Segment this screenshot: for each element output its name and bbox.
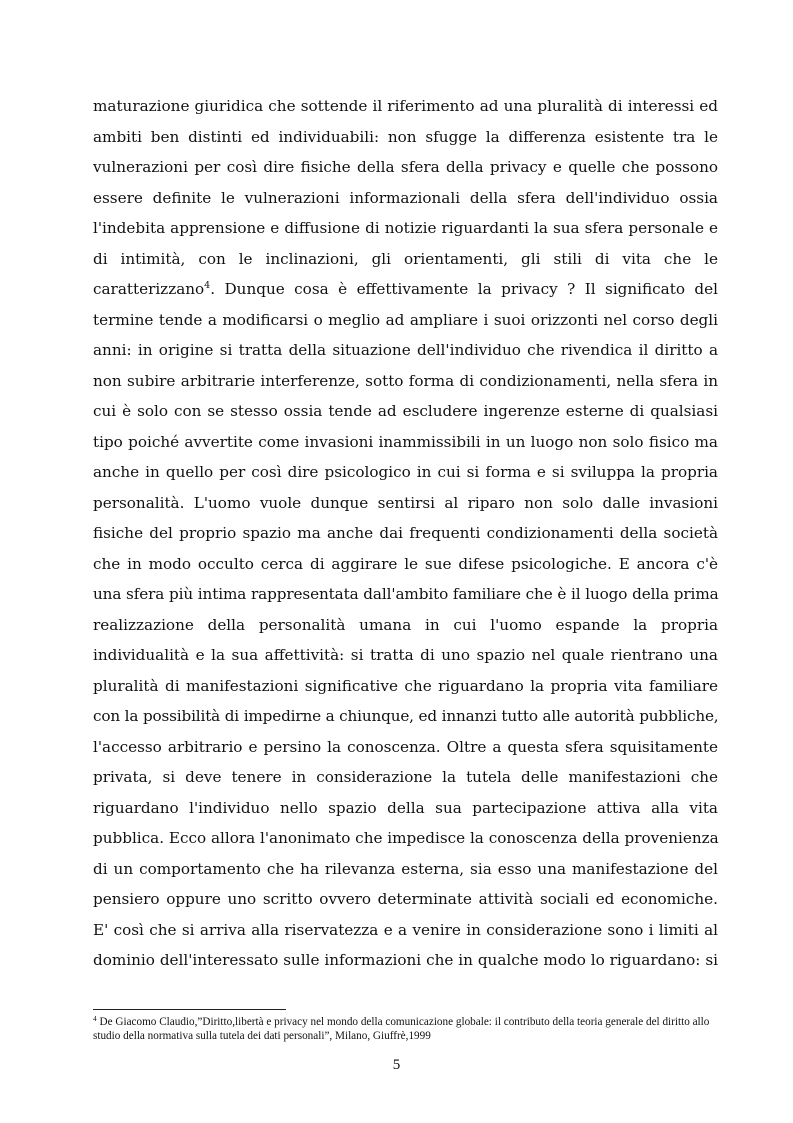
text-line-16: che in modo occulto cerca di aggirare le sue difese psicologiche. E ancora c'è	[93, 554, 718, 573]
text-line-7-start: caratterizzano	[93, 280, 205, 298]
text-line-22: l'accesso arbitrario e persino la conoscenza. Oltre a questa sfera squisitamente	[93, 737, 718, 756]
footnote-separator	[93, 1009, 286, 1010]
text-line-21: con la possibilità di impedirne a chiunque, ed innanzi tutto alle autorità pubbliche,	[93, 707, 719, 725]
text-line-5: l'indebita apprensione e diffusione di notizie riguardanti la sua sfera personale e	[93, 219, 718, 237]
text-line-25: pubblica. Ecco allora l'anonimato che impedisce la conoscenza della provenienza	[93, 829, 719, 847]
text-line-12: tipo poiché avvertite come invasioni inammissibili in un luogo non solo fisico ma	[93, 432, 718, 451]
text-line-19: individualità e la sua affettività: si tratta di uno spazio nel quale rientrano una	[93, 646, 718, 664]
text-line-11: cui è solo con se stesso ossia tende ad escludere ingerenze esterne di qualsiasi	[93, 402, 718, 420]
footnote-marker: 4	[93, 1014, 97, 1023]
text-line-8: termine tende a modificarsi o meglio ad ampliare i suoi orizzonti nel corso degli	[93, 310, 718, 329]
text-line-1: maturazione giuridica che sottende il riferimento ad una pluralità di interessi ed	[93, 97, 718, 115]
body-text	[93, 91, 718, 976]
text-line-4: essere definite le vulnerazioni informazionali della sfera dell'individuo ossia	[93, 188, 718, 207]
footnote-text: De Giacomo Claudio,”Diritto,libertà e privacy nel mondo della comunicazione globale: il contributo della teoria generale del diritto allo studio della normativa sulla tutela dei dati personali”, Milano, Giuffrè,1999	[93, 1016, 710, 1042]
text-line-9: anni: in origine si tratta della situazione dell'individuo che rivendica il diritto a	[93, 341, 718, 359]
text-line-15: fisiche del proprio spazio ma anche dai frequenti condizionamenti della società	[93, 524, 718, 542]
text-line-13: anche in quello per così dire psicologico in cui si forma e si sviluppa la propria	[93, 463, 718, 481]
footnote	[93, 1015, 718, 1043]
text-line-2: ambiti ben distinti ed individuabili: non sfugge la differenza esistente tra le	[93, 127, 718, 146]
text-line-6: di intimità, con le inclinazioni, gli orientamenti, gli stili di vita che le	[93, 249, 718, 268]
text-line-26: di un comportamento che ha rilevanza esterna, sia esso una manifestazione del	[93, 859, 718, 878]
text-line-3: vulnerazioni per così dire fisiche della sfera della privacy e quelle che possono	[93, 158, 718, 176]
text-line-29: dominio dell'interessato sulle informazioni che in qualche modo lo riguardano: si	[93, 951, 718, 969]
text-line-7-end: . Dunque cosa è effettivamente la privacy ? Il significato del	[210, 280, 718, 298]
text-line-24: riguardano l'individuo nello spazio della sua partecipazione attiva alla vita	[93, 798, 718, 817]
text-line-17: una sfera più intima rappresentata dall'ambito familiare che è il luogo della prima	[93, 585, 719, 603]
text-line-23: privata, si deve tenere in considerazione la tutela delle manifestazioni che	[93, 768, 718, 786]
text-line-18: realizzazione della personalità umana in cui l'uomo espande la propria	[93, 615, 718, 634]
text-line-7	[93, 274, 718, 305]
text-line-10: non subire arbitrarie interferenze, sotto forma di condizionamenti, nella sfera in	[93, 371, 718, 390]
text-line-20: pluralità di manifestazioni significative che riguardano la propria vita familiare	[93, 676, 718, 695]
text-line-14: personalità. L'uomo vuole dunque sentirsi al riparo non solo dalle invasioni	[93, 493, 718, 512]
page-number: 5	[392, 1057, 401, 1073]
text-line-27: pensiero oppure uno scritto ovvero determinate attività sociali ed economiche.	[93, 890, 718, 908]
footnote-reference[interactable]: 4	[204, 280, 211, 291]
text-line-28: E' così che si arriva alla riservatezza e a venire in considerazione sono i limiti al	[93, 920, 718, 939]
